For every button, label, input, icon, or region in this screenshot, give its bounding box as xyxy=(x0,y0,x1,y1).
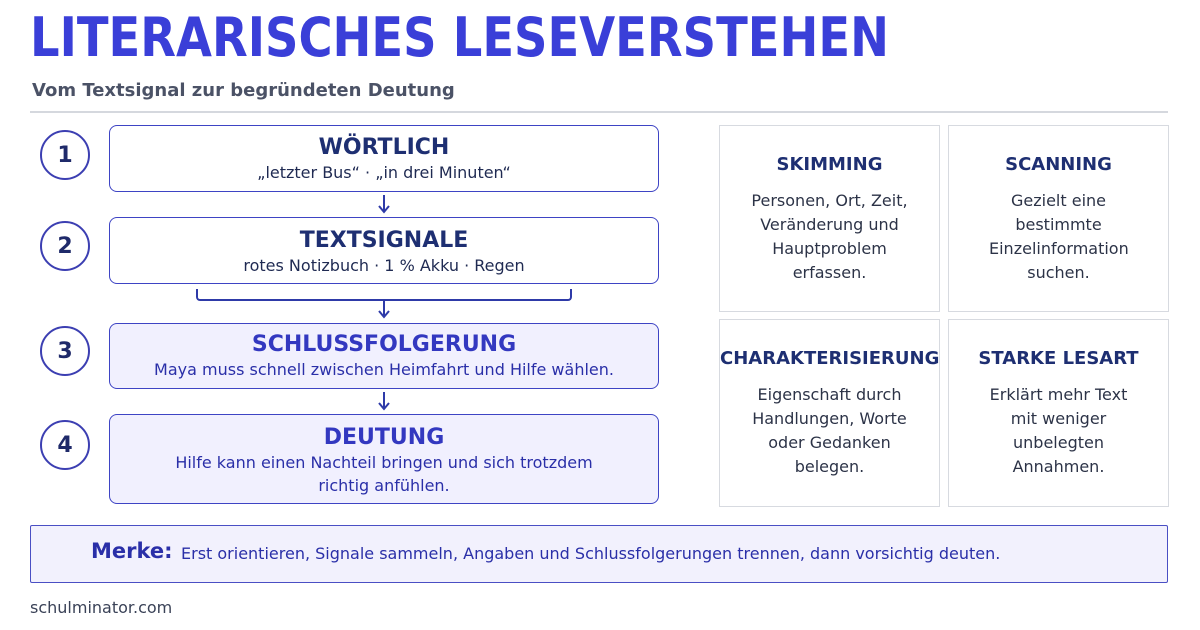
merke-text: Erst orientieren, Signale sammeln, Angaben und Schlussfolgerungen trennen, dann vorsichtig deuten. xyxy=(181,544,1001,563)
page-subtitle: Vom Textsignal zur begründeten Deutung xyxy=(32,80,455,101)
step-interpretation xyxy=(109,414,659,504)
step-text: Maya muss schnell zwischen Heimfahrt und Hilfe wählen. xyxy=(154,360,614,379)
step-number-1: 1 xyxy=(40,130,90,180)
header-divider xyxy=(30,111,1168,113)
step-inference xyxy=(109,323,659,389)
arrow-down-icon xyxy=(377,195,391,215)
merke-box xyxy=(30,525,1168,583)
step-number-2: 2 xyxy=(40,221,90,271)
card-text: Erklärt mehr Text mit weniger unbelegten Annahmen. xyxy=(989,385,1128,476)
card-heading: STARKE LESART xyxy=(978,348,1139,369)
card-text: Gezielt eine bestimmte Einzelinformation suchen. xyxy=(989,191,1129,282)
card-skimming xyxy=(719,125,940,312)
step-number-4: 4 xyxy=(40,420,90,470)
step-literal xyxy=(109,125,659,192)
card-characterization xyxy=(719,319,940,507)
arrow-down-icon xyxy=(377,392,391,412)
card-heading: SKIMMING xyxy=(776,154,883,175)
card-text: Personen, Ort, Zeit, Veränderung und Hauptproblem erfassen. xyxy=(751,191,908,282)
step-text: „letzter Bus“ · „in drei Minuten“ xyxy=(257,163,511,182)
step-heading: DEUTUNG xyxy=(323,425,445,450)
step-signals xyxy=(109,217,659,284)
merke-label: Merke: xyxy=(91,539,173,563)
card-heading: CHARAKTERISIERUNG xyxy=(720,348,940,369)
step-heading: TEXTSIGNALE xyxy=(299,228,469,253)
footer-site: schulminator.com xyxy=(30,598,173,617)
card-heading: SCANNING xyxy=(1005,154,1112,175)
card-strong-reading xyxy=(948,319,1169,507)
step-text: Hilfe kann einen Nachteil bringen und sich trotzdem richtig anfühlen. xyxy=(175,453,593,495)
card-scanning xyxy=(948,125,1169,312)
step-heading: SCHLUSSFOLGERUNG xyxy=(251,332,517,357)
page-title: LITERARISCHES LESEVERSTEHEN xyxy=(30,6,889,69)
step-heading: WÖRTLICH xyxy=(318,135,450,160)
card-text: Eigenschaft durch Handlungen, Worte oder Gedanken belegen. xyxy=(752,385,907,476)
step-number-3: 3 xyxy=(40,326,90,376)
step-text: rotes Notizbuch · 1 % Akku · Regen xyxy=(243,256,525,275)
arrow-down-icon xyxy=(377,300,391,320)
